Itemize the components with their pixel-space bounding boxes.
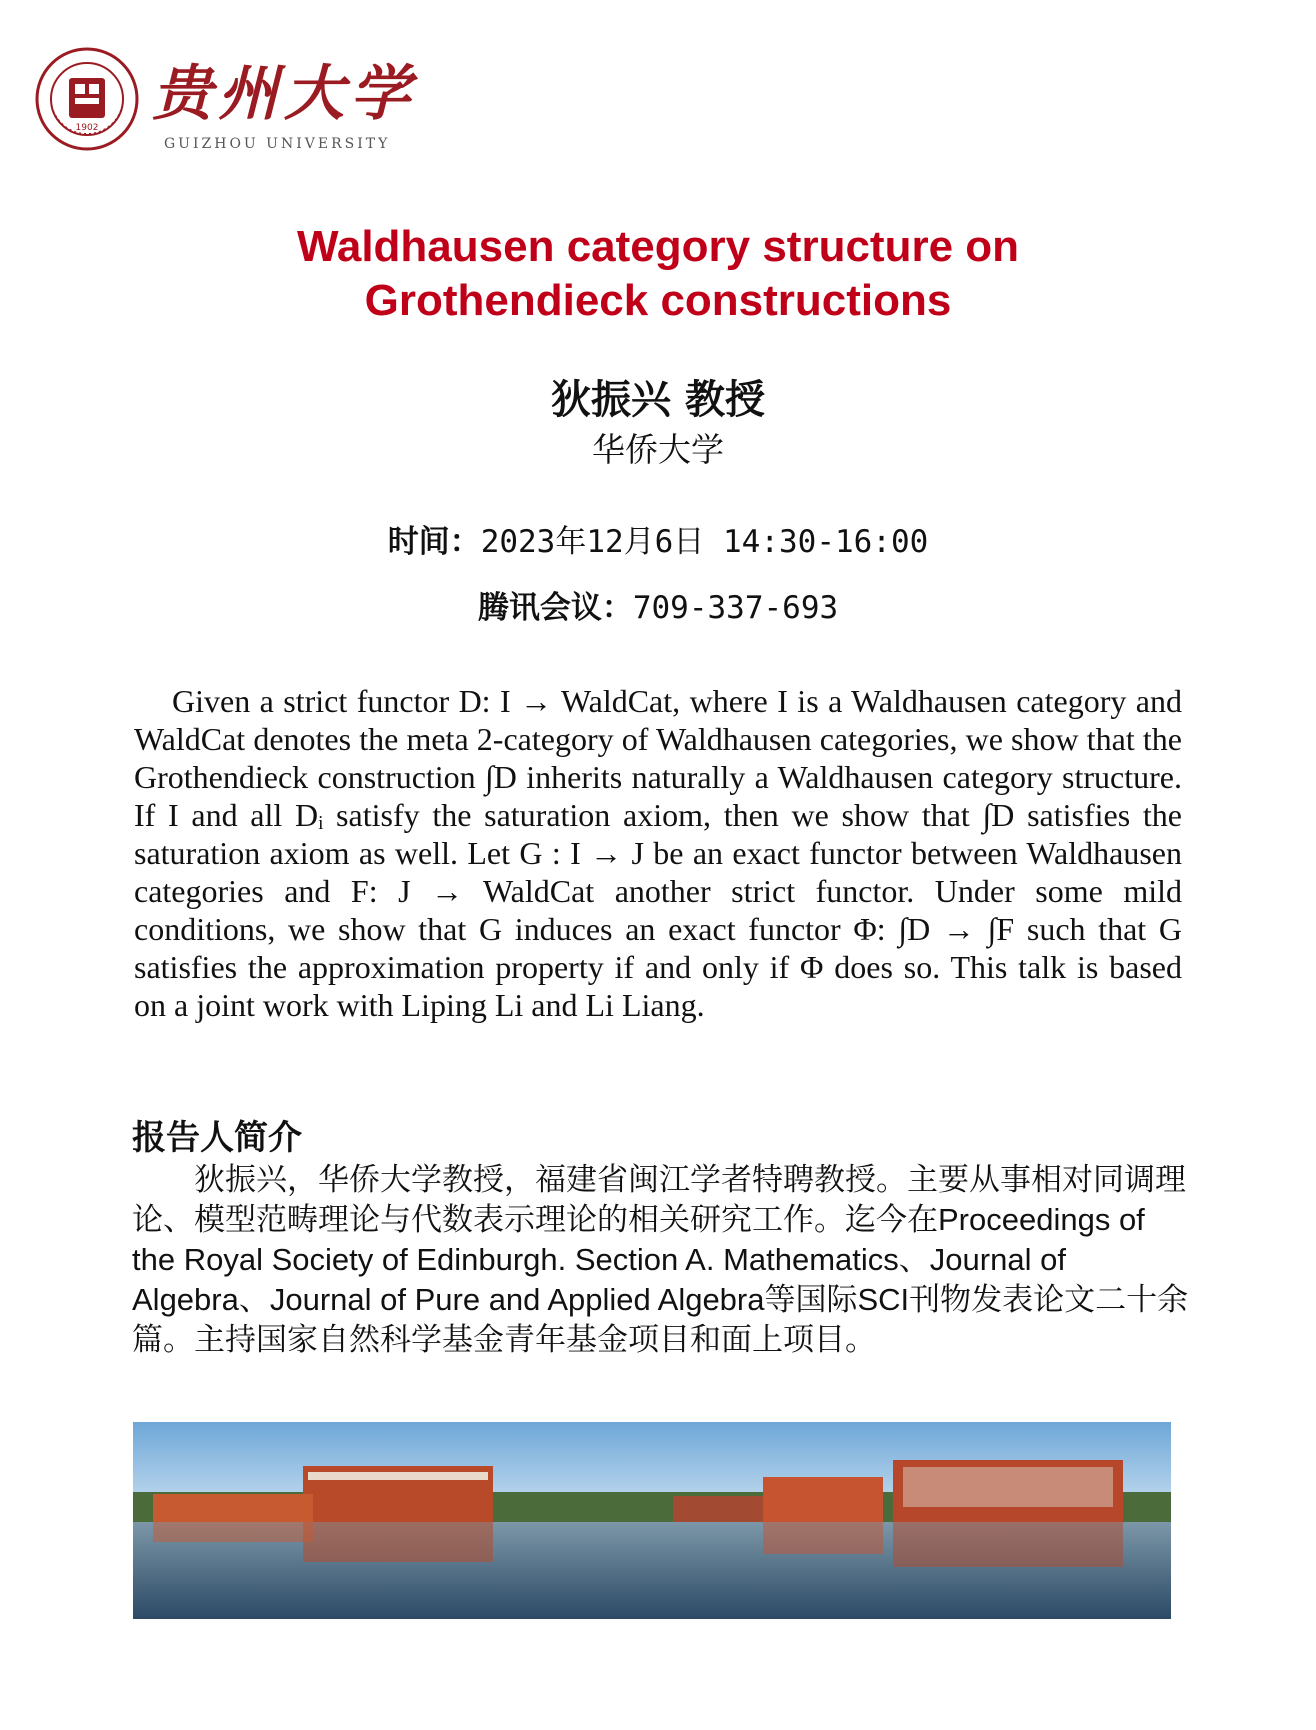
bio-heading: 报告人简介 xyxy=(132,1118,302,1158)
talk-time xyxy=(0,516,1316,561)
campus-photo xyxy=(133,1422,1171,1619)
meeting-info xyxy=(0,582,1316,627)
bio-text: 狄振兴，华侨大学教授，福建省闽江学者特聘教授。主要从事相对同调理论、模型范畴理论与代数表示理论的相关研究工作。迄今在Proceedings of the Royal Society of Edinburgh. Section A. Mathematics、Journal of Algebra、Journal of Pure and Applied Algebra等国际SCI刊物发表论文二十余篇。主持国家自然科学基金青年基金项目和面上项目。 xyxy=(132,1162,1189,1357)
abstract-text: Given a strict functor D: I → WaldCat, where I is a Waldhausen category and WaldCat denotes the meta 2-category of Waldhausen categories, we show that the Grothendieck construction ∫D inherits naturally a Waldhausen category structure. If I and all Dᵢ satisfy the saturation axiom, then we show that ∫D satisfies the saturation axiom as well. Let G : I → J be an exact functor between Waldhausen categories and F: J → WaldCat another strict functor. Under some mild conditions, we show that G induces an exact functor Φ: ∫D → ∫F such that G satisfies the approximation property if and only if Φ does so. This talk is based on a joint work with Liping Li and Li Liang. xyxy=(134,683,1182,1023)
talk-title-line2: Grothendieck constructions xyxy=(364,276,952,325)
talk-title-line1: Waldhausen category structure on xyxy=(296,222,1020,271)
seal-year: 1902 xyxy=(75,123,99,133)
university-name-cn: 贵州大学 xyxy=(152,59,416,129)
talk-title xyxy=(0,220,1316,328)
university-logo xyxy=(34,46,434,156)
meeting-label: 腾讯会议： xyxy=(477,590,633,626)
meeting-id: 709-337-693 xyxy=(632,590,839,626)
speaker-affiliation: 华侨大学 xyxy=(592,430,724,469)
time-label: 时间： xyxy=(387,524,481,560)
university-seal-icon xyxy=(34,46,140,152)
university-name-en: GUIZHOU UNIVERSITY xyxy=(164,136,391,152)
time-value: 2023年12月6日 14:30-16:00 xyxy=(480,524,929,560)
speaker-name: 狄振兴 教授 xyxy=(551,377,765,423)
